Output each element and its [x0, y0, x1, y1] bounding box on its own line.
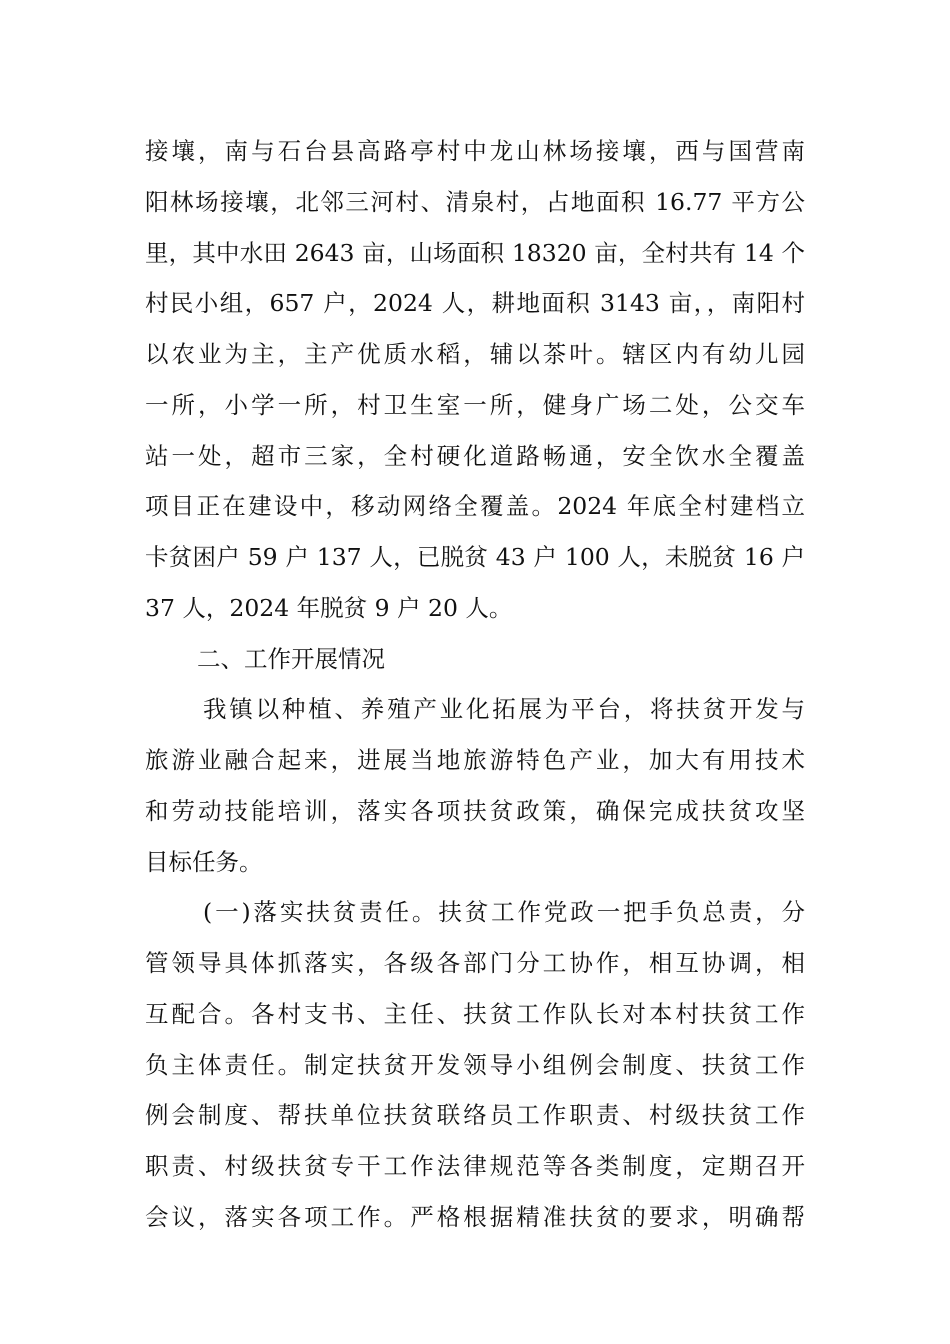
text-line: 项目正在建设中，移动网络全覆盖。2024 年底全村建档立: [145, 492, 805, 521]
text-line: 接壤，南与石台县高路亭村中龙山林场接壤，西与国营南: [145, 137, 805, 165]
text-line: 负主体责任。制定扶贫开发领导小组例会制度、扶贫工作: [145, 1050, 805, 1079]
text-line: 村民小组，657 户，2024 人，耕地面积 3143 亩，，南阳村: [145, 289, 805, 318]
text-line: 职责、村级扶贫专干工作法律规范等各类制度，定期召开: [145, 1152, 805, 1180]
text-line: 互配合。各村支书、主任、扶贫工作队长对本村扶贫工作: [145, 999, 805, 1028]
text-line: 里，其中水田 2643 亩，山场面积 18320 亩，全村共有 14 个: [145, 238, 805, 267]
text-line: 例会制度、帮扶单位扶贫联络员工作职责、村级扶贫工作: [145, 1101, 805, 1130]
text-line: 目标任务。: [145, 847, 263, 876]
text-line: 一所，小学一所，村卫生室一所，健身广场二处，公交车: [145, 390, 805, 419]
subsection-line: (一)落实扶贫责任。扶贫工作党政一把手负总责，分: [203, 898, 805, 927]
text-line: 旅游业融合起来，进展当地旅游特色产业，加大有用技术: [145, 746, 805, 774]
text-line: 以农业为主，主产优质水稻，辅以茶叶。辖区内有幼儿园: [145, 340, 805, 368]
section-heading: 二、工作开展情况: [197, 644, 385, 673]
text-line: 卡贫困户 59 户 137 人，已脱贫 43 户 100 人，未脱贫 16 户: [145, 543, 805, 571]
text-line: 站一处，超市三家，全村硬化道路畅通，安全饮水全覆盖: [145, 441, 805, 470]
text-line: 会议，落实各项工作。严格根据精准扶贫的要求，明确帮: [145, 1202, 805, 1231]
text-line: 阳林场接壤，北邻三河村、清泉村，占地面积 16.77 平方公: [145, 187, 805, 216]
text-line: 管领导具体抓落实，各级各部门分工协作，相互协调，相: [145, 949, 805, 977]
text-line: 我镇以种植、养殖产业化拓展为平台，将扶贫开发与: [203, 695, 805, 724]
document-body: [145, 126, 805, 1243]
text-line: 和劳动技能培训，落实各项扶贫政策，确保完成扶贫攻坚: [145, 796, 805, 825]
text-line: 37 人，2024 年脱贫 9 户 20 人。: [145, 593, 513, 622]
